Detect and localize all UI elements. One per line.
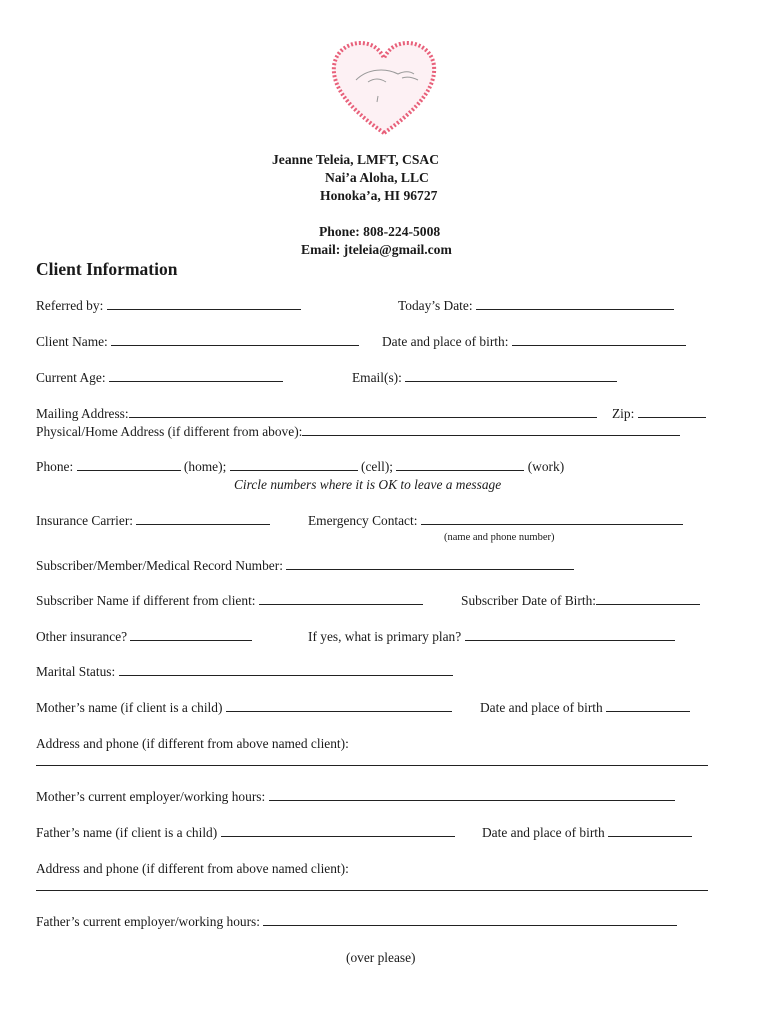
emails-field <box>352 370 617 386</box>
primary-plan-label: If yes, what is primary plan? <box>308 629 462 644</box>
subscriber-name-field <box>36 593 423 609</box>
father-dob-input[interactable] <box>608 825 692 837</box>
city-line: Honoka’a, HI 96727 <box>320 188 438 203</box>
physical-address-input[interactable] <box>302 424 680 436</box>
client-name-field <box>36 334 359 350</box>
mothers-name-input[interactable] <box>226 700 452 712</box>
heart-logo-icon <box>328 38 440 138</box>
todays-date-label: Today’s Date: <box>398 298 473 313</box>
zip-label: Zip: <box>612 406 635 421</box>
phone-line: Phone: 808-224-5008 <box>319 224 441 239</box>
father-dob-field <box>482 825 692 841</box>
phone-note: Circle numbers where it is OK to leave a message <box>234 477 502 492</box>
phone-work-input[interactable] <box>396 459 524 471</box>
referred-by-label: Referred by: <box>36 298 104 313</box>
emergency-contact-label: Emergency Contact: <box>308 513 418 528</box>
emergency-contact-input[interactable] <box>421 513 683 525</box>
dob-place-field <box>382 334 686 350</box>
current-age-label: Current Age: <box>36 370 106 385</box>
todays-date-field <box>398 298 674 314</box>
father-dob-label: Date and place of birth <box>482 825 605 840</box>
insurance-carrier-field <box>36 513 270 529</box>
mother-address-label: Address and phone (if different from above named client): <box>36 736 349 751</box>
subscriber-name-label: Subscriber Name if different from client: <box>36 593 256 608</box>
referred-by-field <box>36 298 301 314</box>
mailing-address-field <box>36 406 597 422</box>
current-age-input[interactable] <box>109 370 283 382</box>
fathers-name-input[interactable] <box>221 825 455 837</box>
father-employer-input[interactable] <box>263 914 677 926</box>
mother-dob-input[interactable] <box>606 700 690 712</box>
marital-status-field <box>36 664 453 680</box>
mailing-address-label: Mailing Address: <box>36 406 129 421</box>
physical-address-field <box>36 424 680 440</box>
fathers-name-field <box>36 825 455 841</box>
dob-place-input[interactable] <box>512 334 686 346</box>
dob-place-label: Date and place of birth: <box>382 334 509 349</box>
subscriber-dob-field <box>461 593 700 609</box>
phone-cell-input[interactable] <box>230 459 358 471</box>
over-please-note: (over please) <box>346 950 416 965</box>
phone-home-label: (home); <box>183 459 227 474</box>
phone-home-input[interactable] <box>77 459 181 471</box>
father-employer-field <box>36 914 677 930</box>
todays-date-input[interactable] <box>476 298 674 310</box>
zip-field <box>612 406 706 422</box>
emergency-note: (name and phone number) <box>444 532 555 543</box>
mother-dob-label: Date and place of birth <box>480 700 603 715</box>
referred-by-input[interactable] <box>107 298 301 310</box>
mailing-address-input[interactable] <box>129 406 597 418</box>
mother-employer-input[interactable] <box>269 789 675 801</box>
company-name: Nai’a Aloha, LLC <box>325 170 429 185</box>
zip-input[interactable] <box>638 406 706 418</box>
other-insurance-field <box>36 629 252 645</box>
physical-address-label: Physical/Home Address (if different from above): <box>36 424 303 439</box>
section-title: Client Information <box>36 259 178 279</box>
other-insurance-input[interactable] <box>130 629 252 641</box>
emails-input[interactable] <box>405 370 617 382</box>
father-address-input[interactable] <box>36 879 708 891</box>
insurance-carrier-input[interactable] <box>136 513 270 525</box>
primary-plan-input[interactable] <box>465 629 675 641</box>
marital-status-input[interactable] <box>119 664 453 676</box>
mother-employer-label: Mother’s current employer/working hours: <box>36 789 266 804</box>
mothers-name-field <box>36 700 452 716</box>
phone-work-label: (work) <box>527 459 565 474</box>
subscriber-name-input[interactable] <box>259 593 423 605</box>
marital-status-label: Marital Status: <box>36 664 116 679</box>
phone-cell-label: (cell); <box>361 459 393 474</box>
emails-label: Email(s): <box>352 370 402 385</box>
subscriber-dob-input[interactable] <box>596 593 700 605</box>
emergency-contact-field <box>308 513 683 529</box>
mother-dob-field <box>480 700 690 716</box>
father-address-label: Address and phone (if different from above named client): <box>36 861 349 876</box>
client-name-label: Client Name: <box>36 334 108 349</box>
subscriber-number-label: Subscriber/Member/Medical Record Number: <box>36 558 283 573</box>
mother-address-input[interactable] <box>36 754 708 766</box>
insurance-carrier-label: Insurance Carrier: <box>36 513 134 528</box>
mothers-name-label: Mother’s name (if client is a child) <box>36 700 223 715</box>
email-line: Email: jteleia@gmail.com <box>301 242 452 257</box>
subscriber-dob-label: Subscriber Date of Birth: <box>461 593 596 608</box>
subscriber-number-field <box>36 558 574 574</box>
provider-name: Jeanne Teleia, LMFT, CSAC <box>272 152 440 167</box>
fathers-name-label: Father’s name (if client is a child) <box>36 825 218 840</box>
primary-plan-field <box>308 629 675 645</box>
subscriber-number-input[interactable] <box>286 558 574 570</box>
other-insurance-label: Other insurance? <box>36 629 128 644</box>
client-name-input[interactable] <box>111 334 359 346</box>
current-age-field <box>36 370 283 386</box>
father-employer-label: Father’s current employer/working hours: <box>36 914 260 929</box>
mother-employer-field <box>36 789 675 805</box>
phone-field <box>36 459 564 475</box>
phone-label: Phone: <box>36 459 74 474</box>
